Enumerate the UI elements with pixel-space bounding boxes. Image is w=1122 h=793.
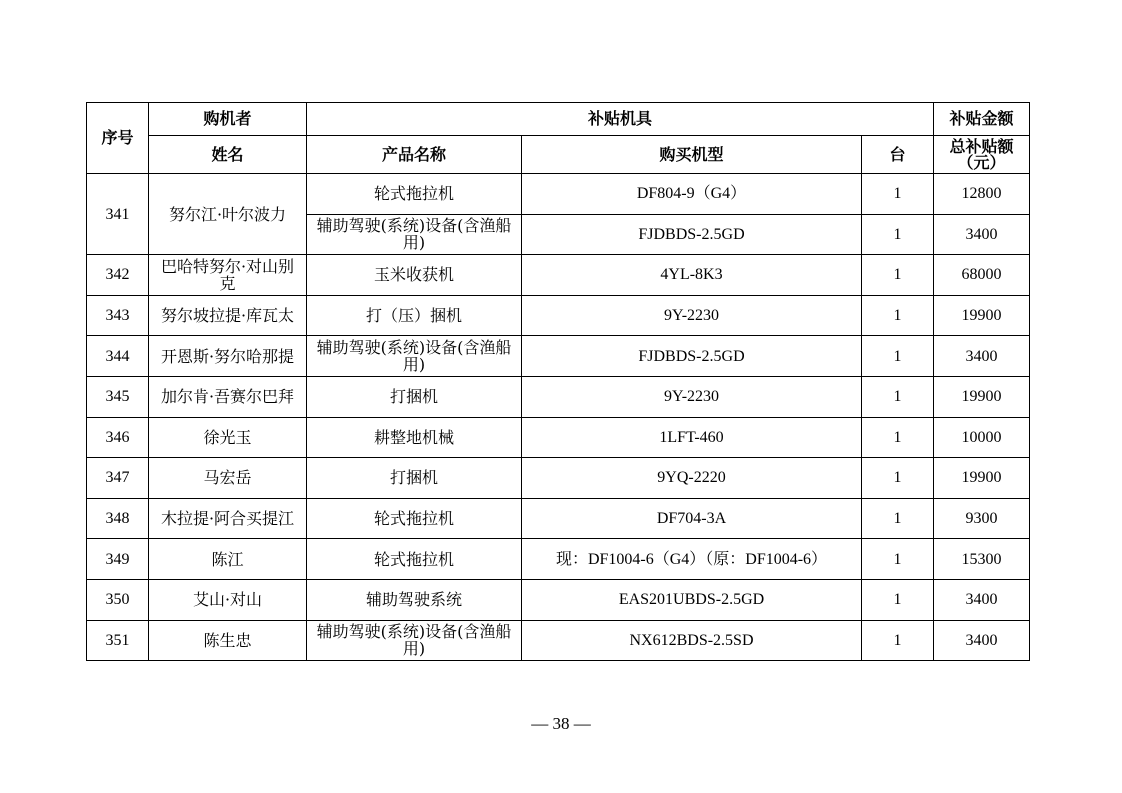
cell-product: 辅助驾驶(系统)设备(含渔船用) xyxy=(307,336,522,377)
cell-units: 1 xyxy=(862,295,934,336)
table-row xyxy=(87,458,1030,499)
cell-model: FJDBDS-2.5GD xyxy=(522,336,862,377)
cell-product: 玉米收获机 xyxy=(307,255,522,296)
cell-amount: 3400 xyxy=(934,579,1030,620)
cell-name: 徐光玉 xyxy=(149,417,307,458)
header-total: 总补贴额（元） xyxy=(934,136,1030,174)
cell-product: 轮式拖拉机 xyxy=(307,174,522,215)
cell-units: 1 xyxy=(862,539,934,580)
cell-product: 耕整地机械 xyxy=(307,417,522,458)
cell-product: 打（压）捆机 xyxy=(307,295,522,336)
table-row xyxy=(87,539,1030,580)
table-body xyxy=(87,174,1030,661)
cell-product: 辅助驾驶(系统)设备(含渔船用) xyxy=(307,214,522,255)
cell-amount: 3400 xyxy=(934,214,1030,255)
cell-units: 1 xyxy=(862,336,934,377)
cell-amount: 68000 xyxy=(934,255,1030,296)
table-row xyxy=(87,579,1030,620)
cell-model: 现：DF1004-6（G4）（原：DF1004-6） xyxy=(522,539,862,580)
cell-model: EAS201UBDS-2.5GD xyxy=(522,579,862,620)
subsidy-table xyxy=(86,102,1030,661)
cell-units: 1 xyxy=(862,417,934,458)
cell-name: 努尔江·叶尔波力 xyxy=(149,174,307,255)
cell-seq: 349 xyxy=(87,539,149,580)
header-row-2 xyxy=(87,136,1030,174)
table-row xyxy=(87,376,1030,417)
cell-name: 巴哈特努尔·对山别克 xyxy=(149,255,307,296)
cell-amount: 15300 xyxy=(934,539,1030,580)
cell-model: DF704-3A xyxy=(522,498,862,539)
cell-name: 陈江 xyxy=(149,539,307,580)
header-buyer-group: 购机者 xyxy=(149,103,307,136)
cell-name: 开恩斯·努尔哈那提 xyxy=(149,336,307,377)
cell-units: 1 xyxy=(862,376,934,417)
cell-model: 9Y-2230 xyxy=(522,376,862,417)
table-row xyxy=(87,620,1030,661)
header-seq: 序号 xyxy=(87,103,149,174)
cell-amount: 12800 xyxy=(934,174,1030,215)
table-row xyxy=(87,295,1030,336)
cell-units: 1 xyxy=(862,214,934,255)
cell-seq: 346 xyxy=(87,417,149,458)
cell-seq: 347 xyxy=(87,458,149,499)
header-product: 产品名称 xyxy=(307,136,522,174)
cell-seq: 344 xyxy=(87,336,149,377)
cell-seq: 345 xyxy=(87,376,149,417)
cell-amount: 19900 xyxy=(934,376,1030,417)
cell-units: 1 xyxy=(862,458,934,499)
cell-seq: 342 xyxy=(87,255,149,296)
table-row xyxy=(87,336,1030,377)
table-row xyxy=(87,498,1030,539)
cell-name: 努尔坡拉提·库瓦太 xyxy=(149,295,307,336)
cell-units: 1 xyxy=(862,174,934,215)
table-row xyxy=(87,255,1030,296)
header-row-1 xyxy=(87,103,1030,136)
table-row xyxy=(87,174,1030,215)
cell-amount: 10000 xyxy=(934,417,1030,458)
cell-name: 木拉提·阿合买提江 xyxy=(149,498,307,539)
cell-units: 1 xyxy=(862,255,934,296)
cell-model: 9Y-2230 xyxy=(522,295,862,336)
cell-model: DF804-9（G4） xyxy=(522,174,862,215)
cell-model: 4YL-8K3 xyxy=(522,255,862,296)
cell-product: 轮式拖拉机 xyxy=(307,498,522,539)
cell-name: 艾山·对山 xyxy=(149,579,307,620)
cell-model: FJDBDS-2.5GD xyxy=(522,214,862,255)
cell-name: 陈生忠 xyxy=(149,620,307,661)
header-machine-group: 补贴机具 xyxy=(307,103,934,136)
cell-seq: 351 xyxy=(87,620,149,661)
header-model: 购买机型 xyxy=(522,136,862,174)
cell-name: 马宏岳 xyxy=(149,458,307,499)
cell-units: 1 xyxy=(862,620,934,661)
table-row xyxy=(87,417,1030,458)
cell-amount: 19900 xyxy=(934,458,1030,499)
cell-seq: 348 xyxy=(87,498,149,539)
header-name: 姓名 xyxy=(149,136,307,174)
cell-product: 打捆机 xyxy=(307,458,522,499)
header-units: 台 xyxy=(862,136,934,174)
cell-product: 辅助驾驶系统 xyxy=(307,579,522,620)
page-number: — 38 — xyxy=(531,714,591,733)
cell-product: 辅助驾驶(系统)设备(含渔船用) xyxy=(307,620,522,661)
cell-product: 轮式拖拉机 xyxy=(307,539,522,580)
header-amount-group: 补贴金额 xyxy=(934,103,1030,136)
cell-seq: 350 xyxy=(87,579,149,620)
cell-amount: 3400 xyxy=(934,620,1030,661)
cell-name: 加尔肯·吾赛尔巴拜 xyxy=(149,376,307,417)
cell-seq: 343 xyxy=(87,295,149,336)
cell-units: 1 xyxy=(862,498,934,539)
cell-amount: 3400 xyxy=(934,336,1030,377)
cell-seq: 341 xyxy=(87,174,149,255)
cell-model: 9YQ-2220 xyxy=(522,458,862,499)
cell-amount: 19900 xyxy=(934,295,1030,336)
cell-units: 1 xyxy=(862,579,934,620)
cell-model: 1LFT-460 xyxy=(522,417,862,458)
cell-product: 打捆机 xyxy=(307,376,522,417)
cell-amount: 9300 xyxy=(934,498,1030,539)
cell-model: NX612BDS-2.5SD xyxy=(522,620,862,661)
